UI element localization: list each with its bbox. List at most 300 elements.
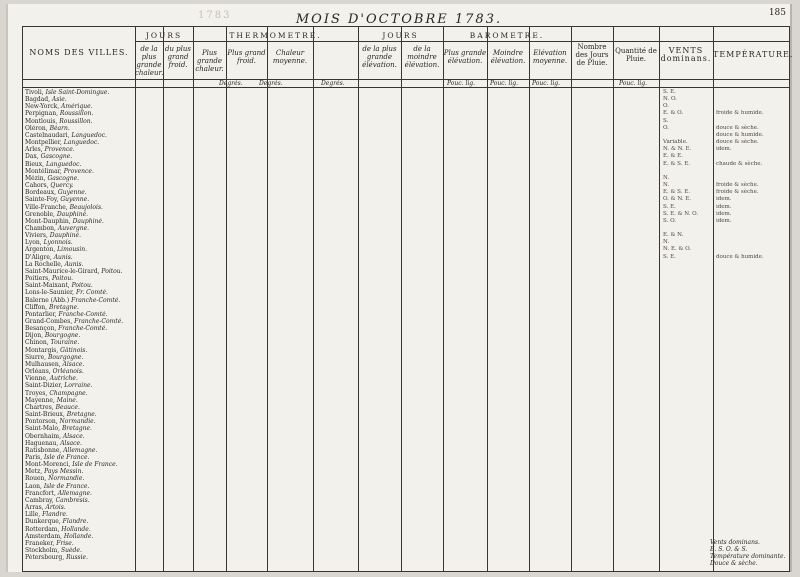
city-name: Besançon, [25, 325, 59, 333]
city-name: Dax, [25, 153, 41, 161]
page-number: 185 [768, 8, 786, 18]
city-region: Beauce. [55, 403, 80, 411]
temperature-cell [716, 175, 788, 182]
wind-cell: O. [663, 124, 669, 131]
unit-pouc-3: Pouc. lig. [532, 80, 561, 87]
city-region: Provence. [63, 167, 94, 175]
city-name: Argenton, [25, 246, 58, 254]
city-row [25, 404, 141, 411]
city-name: Siurre, [25, 353, 48, 361]
city-region: Suède. [61, 547, 82, 554]
city-name: Bagdad, [25, 96, 52, 104]
city-name: Pétersbourg, [25, 554, 67, 562]
city-name: Cahors, [25, 182, 51, 190]
thermo-mean-header: Chaleur moyenne. [272, 49, 308, 65]
city-name: Francfort, [25, 489, 58, 497]
city-row [25, 468, 141, 475]
wind-cell: E. & O. [663, 110, 684, 117]
city-region: Fr. Comté. [75, 289, 108, 297]
city-region: Bretagne. [61, 425, 92, 433]
city-region: Asie. [51, 96, 67, 104]
city-region: Franche-Comté. [74, 318, 124, 325]
temperature-cell [716, 103, 788, 110]
city-row [25, 218, 141, 225]
city-row [25, 382, 141, 389]
col-divider [163, 27, 164, 571]
city-region: Isle de France. [43, 482, 90, 490]
city-row [25, 347, 141, 354]
temperature-cell: froide & humide. [716, 110, 764, 117]
document-page [6, 4, 792, 572]
rain-days-header: Nombre des Jours de Pluie. [575, 43, 609, 67]
city-name: Chartres, [25, 403, 56, 411]
city-row [25, 146, 141, 153]
city-row [25, 275, 141, 282]
plus-grande-chaleur-header: de la plus grande chaleur. [135, 45, 164, 77]
city-name: Mulhausen, [25, 360, 63, 368]
city-row [25, 511, 141, 518]
city-name: Arras, [25, 504, 46, 512]
city-row [25, 118, 141, 125]
wind-cell: E. & N. [663, 232, 684, 239]
city-region: Poitou. [101, 267, 123, 275]
col-divider [193, 27, 194, 571]
city-row [25, 440, 141, 447]
wind-cell: Variable. [663, 139, 688, 146]
city-name: Chambon, [25, 224, 58, 232]
thermo-max-header: Plus grande chaleur. [195, 49, 224, 73]
unit-pouc-1: Pouc. lig. [447, 80, 476, 87]
col-divider [713, 27, 714, 571]
cities-header: NOMS DES VILLES. [29, 48, 129, 57]
city-row [25, 490, 141, 497]
city-row [25, 332, 141, 339]
city-row [25, 196, 141, 203]
city-row [25, 225, 141, 232]
temperature-cell [716, 225, 788, 232]
notes-line-3: Température dominante. [710, 553, 786, 560]
wind-cell: S. E. [663, 203, 676, 210]
unit-pouc-4: Pouc. lig. [619, 80, 648, 87]
page-title: MOIS D'OCTOBRE 1783. [295, 12, 503, 27]
city-row [25, 289, 141, 296]
wind-cell: N. O. [663, 96, 677, 103]
city-name: Ville-Franche, [25, 203, 70, 211]
city-region: Pays Messin. [44, 468, 84, 476]
city-region: Alsace. [62, 360, 85, 368]
city-region: Orléanois. [52, 368, 84, 376]
col-divider [401, 27, 402, 571]
city-region: Russie. [66, 554, 88, 562]
city-row [25, 139, 141, 146]
city-row [25, 132, 141, 139]
unit-pouc-2: Pouc. lig. [490, 80, 519, 87]
city-name: Cliffon, [25, 303, 49, 311]
city-row [25, 232, 141, 239]
city-row [25, 103, 141, 110]
city-row [25, 239, 141, 246]
city-region: Artois. [45, 504, 66, 512]
city-row [25, 390, 141, 397]
city-region: Lorraine. [64, 382, 93, 390]
city-name: Haguenau, [25, 439, 61, 447]
wind-cell [663, 225, 713, 232]
city-row [25, 268, 141, 275]
city-name: Cambray, [25, 496, 56, 504]
temperature-cell: idem. [716, 146, 732, 153]
temperature-cell [716, 168, 788, 175]
city-name: D'Aligre, [25, 253, 54, 261]
city-name: Saint-Dizier, [25, 382, 65, 390]
city-region: Limousin. [57, 246, 88, 254]
temperature-cell [716, 153, 788, 160]
city-row [25, 547, 141, 554]
summary-notes [710, 539, 785, 567]
city-name: La Rochelle, [25, 260, 65, 268]
city-region: Franche-Comté. [58, 325, 108, 333]
notes-line-1: Vents dominans. [710, 539, 760, 546]
wind-cell [663, 132, 713, 139]
city-region: Dauphiné. [56, 210, 89, 218]
city-name: Viviers, [25, 232, 50, 240]
city-region: Normandie. [48, 475, 85, 483]
city-region: Dauphiné. [49, 232, 81, 240]
unit-degres-2: Degrés. [259, 80, 283, 87]
city-name: Grand-Combes, [25, 318, 75, 325]
wind-cell: S. E. [663, 89, 676, 95]
city-row [25, 182, 141, 189]
city-region: Guyenne. [60, 196, 90, 204]
city-region: Franche-Comté. [58, 310, 108, 318]
city-row [25, 454, 141, 461]
city-region: Alsace. [62, 432, 85, 440]
city-row [25, 518, 141, 525]
city-region: Aunis. [64, 260, 84, 268]
city-region: Gascogne. [40, 153, 73, 161]
city-list [25, 89, 141, 561]
col-divider [613, 27, 614, 571]
city-row [25, 153, 141, 160]
city-region: Roussillon. [59, 110, 94, 118]
city-row [25, 211, 141, 218]
city-row [25, 96, 141, 103]
city-row [25, 110, 141, 117]
city-row [25, 497, 141, 504]
city-name: Arles, [25, 146, 45, 154]
plus-grand-froid-header: du plus grand froid. [164, 45, 192, 69]
col-divider [267, 27, 268, 571]
wind-cell: O. & N. E. [663, 196, 692, 203]
city-row [25, 447, 141, 454]
city-region: Poitou. [71, 282, 93, 290]
notes-line-2: E. S. O. & S. [710, 546, 748, 553]
temperature-cell: idem. [716, 196, 732, 203]
city-name: Balerne (Abb.) [25, 296, 72, 304]
city-row [25, 397, 141, 404]
winds-column [663, 89, 713, 261]
city-name: Lyon, [25, 239, 44, 247]
city-region: Flandre. [42, 511, 68, 519]
city-row [25, 368, 141, 375]
wind-cell [663, 168, 713, 175]
city-row [25, 375, 141, 382]
city-row [25, 504, 141, 511]
city-name: Pontorson, [25, 418, 60, 426]
col-divider [529, 27, 530, 571]
temperature-cell: froide & sèche. [716, 189, 759, 196]
city-row [25, 526, 141, 533]
city-region: Frise. [56, 539, 74, 547]
city-row [25, 125, 141, 132]
temperature-cell [716, 89, 788, 96]
city-name: Lille, [25, 511, 43, 519]
city-region: Alsace. [60, 439, 82, 447]
city-region: Aunis. [53, 253, 73, 261]
weather-table [22, 26, 794, 572]
col-divider [487, 27, 488, 571]
city-row [25, 311, 141, 318]
city-row [25, 318, 141, 325]
city-row [25, 361, 141, 368]
jours-moindre-elevation-header: de la moindre élévation. [404, 45, 440, 69]
temperature-cell: chaude & sèche. [716, 160, 763, 167]
wind-cell: E. & S. E. [663, 189, 690, 196]
city-name: Laon, [25, 482, 44, 490]
temperature-cell: douce & humide. [716, 253, 764, 260]
city-region: Dauphiné. [72, 217, 104, 225]
city-name: Montpellier, [25, 139, 64, 147]
wind-cell: N. [663, 174, 670, 181]
city-row [25, 554, 141, 561]
city-name: Tivoli, [25, 89, 46, 96]
wind-cell: N. [663, 182, 670, 189]
city-region: Gascogne. [47, 174, 80, 182]
city-row [25, 261, 141, 268]
temperature-cell: douce & humide. [716, 131, 764, 138]
temperature-cell: idem. [716, 203, 732, 210]
city-row [25, 461, 141, 468]
city-row [25, 175, 141, 182]
city-region: Provence. [44, 146, 75, 154]
city-name: Montargis, [25, 346, 61, 354]
thermo-min-header: Plus grand froid. [227, 49, 266, 65]
city-name: Bordeaux, [25, 189, 58, 197]
temperature-header: TEMPÉRATURE. [713, 50, 794, 59]
city-region: Quercy. [50, 182, 74, 190]
wind-cell: S. [663, 117, 669, 124]
city-region: Bretagne. [48, 303, 79, 311]
city-region: Cambresis. [55, 496, 90, 504]
city-row [25, 161, 141, 168]
city-row [25, 411, 141, 418]
winds-header: VENTS dominans. [660, 46, 712, 63]
wind-cell: S. E. [663, 253, 676, 260]
city-row [25, 168, 141, 175]
city-region: Bourgogne. [48, 353, 84, 361]
baro-max-header: Plus grande élévation. [443, 49, 487, 65]
city-row [25, 325, 141, 332]
city-name: Obernhaim, [25, 432, 63, 440]
temperature-cell [716, 118, 788, 125]
city-region: Allemagne. [57, 489, 92, 497]
rain-quantity-header: Quantité de Pluie. [615, 47, 657, 63]
wind-cell: S. E. & N. O. [663, 210, 699, 217]
units-divider [23, 87, 789, 88]
city-row [25, 433, 141, 440]
city-name: Lons-le-Saunier, [25, 289, 76, 297]
city-region: Hollande. [63, 532, 94, 540]
thermometre-header: THERMOMETRE. [229, 31, 322, 40]
city-row [25, 204, 141, 211]
city-name: Stockholm, [25, 547, 62, 554]
temperature-column [716, 89, 788, 261]
city-name: Mayenne, [25, 396, 57, 404]
city-row [25, 483, 141, 490]
city-region: Allemagne. [63, 446, 98, 454]
city-row [25, 475, 141, 482]
city-row [25, 254, 141, 261]
city-region: Isle de France. [44, 453, 90, 461]
city-name: Saint-Maurice-le-Girard, [25, 267, 102, 275]
city-row [25, 540, 141, 547]
temperature-cell [716, 246, 788, 253]
city-name: Dijon, [25, 332, 45, 340]
city-name: Paris, [25, 453, 45, 461]
col-divider [443, 27, 444, 571]
city-name: Rouen, [25, 475, 49, 483]
city-name: Dunkerque, [25, 518, 63, 526]
city-row [25, 89, 141, 96]
city-region: Isle de France. [72, 461, 118, 469]
temperature-cell [716, 239, 788, 246]
city-name: Saint-Malo, [25, 425, 62, 433]
city-region: Poitou. [51, 275, 74, 283]
city-region: Amérique. [61, 103, 93, 111]
city-name: Poitiers, [25, 275, 52, 283]
city-name: Bieux, [25, 160, 46, 168]
city-region: Autriche. [49, 375, 78, 383]
city-name: Metz, [25, 468, 45, 476]
city-region: Maine. [56, 396, 78, 404]
city-region: Lyonnois. [43, 239, 73, 247]
temperature-cell: douce & sèche. [716, 124, 759, 131]
city-name: Franeker, [25, 539, 57, 547]
city-region: Bourgogne. [44, 332, 81, 340]
city-name: Orléans, [25, 368, 53, 376]
city-row [25, 246, 141, 253]
city-region: Beaujolois. [69, 203, 103, 211]
city-row [25, 533, 141, 540]
jours-header-b: JOURS [382, 31, 419, 40]
city-region: Champagne. [49, 389, 88, 397]
city-row [25, 282, 141, 289]
city-region: Franche-Comté. [71, 296, 121, 304]
temperature-cell: froide & sèche. [716, 182, 759, 189]
city-name: Rotterdam, [25, 525, 62, 533]
city-row [25, 418, 141, 425]
wind-cell: S. O. [663, 217, 677, 224]
temperature-cell: douce & sèche. [716, 139, 759, 146]
city-name: Montélimar, [25, 167, 64, 175]
city-name: Perpignan, [25, 110, 60, 118]
city-region: Languedoc. [63, 139, 100, 147]
city-name: Amsterdam, [25, 532, 64, 540]
city-region: Flandre. [62, 518, 89, 526]
city-name: Chinon, [25, 339, 51, 347]
unit-degres-3: Degrés. [321, 80, 345, 87]
notes-line-4: Douce & sèche. [710, 560, 758, 567]
city-name: Mont-Morenci, [25, 461, 73, 469]
jours-header-a: JOURS [145, 31, 183, 40]
baro-min-header: Moindre élévation. [490, 49, 526, 65]
baro-mean-header: Elévation moyenne. [532, 49, 568, 65]
city-region: Languedoc. [45, 160, 82, 168]
bleed-through-text: 1783 [198, 10, 232, 21]
city-region: Roussillon. [59, 117, 93, 125]
city-name: Saint-Maixant, [25, 282, 72, 290]
city-row [25, 297, 141, 304]
city-name: Saint-Brieux, [25, 411, 67, 419]
city-region: Béarn. [49, 124, 70, 132]
temperature-cell [716, 232, 788, 239]
city-name: Ratisbonne, [25, 446, 64, 454]
city-name: Vienne, [25, 375, 50, 383]
city-name: Oléron, [25, 124, 50, 132]
col-divider [571, 27, 572, 571]
city-name: Mont-Dauphin, [25, 217, 73, 225]
city-name: Grenoble, [25, 210, 57, 218]
city-name: Montlouis, [25, 117, 60, 125]
temperature-cell: idem. [716, 217, 732, 224]
city-region: Languedoc. [71, 131, 107, 139]
city-name: Pontarlier, [25, 310, 59, 318]
city-row [25, 354, 141, 361]
wind-cell: E. & S. E. [663, 160, 690, 167]
city-region: Hollande. [61, 525, 91, 533]
barometre-header: BAROMETRE. [469, 31, 545, 40]
col-divider [659, 27, 660, 571]
city-row [25, 189, 141, 196]
wind-cell: O. [663, 103, 669, 110]
city-region: Touraine. [50, 339, 80, 347]
city-row [25, 425, 141, 432]
city-name: Mézin, [25, 174, 48, 182]
city-name: Castelnaudari, [25, 131, 72, 139]
city-region: Isle Saint-Domingue. [45, 89, 110, 96]
city-region: Normandie. [59, 418, 96, 426]
col-divider [358, 27, 359, 571]
city-region: Auvergne. [57, 224, 90, 232]
wind-cell: E. & E. [663, 153, 683, 160]
city-region: Bretagne. [66, 411, 97, 419]
city-row [25, 339, 141, 346]
unit-degres-1: Degrés. [219, 80, 243, 87]
city-region: Guyenne. [57, 189, 87, 197]
city-name: New-Yorck, [25, 103, 62, 111]
wind-cell: N. & N. E. [663, 146, 692, 153]
jours-plus-grande-elevation-header: de la plus grande élévation. [362, 45, 397, 69]
col-divider [313, 27, 314, 571]
col-divider [226, 27, 227, 571]
city-row [25, 304, 141, 311]
wind-cell: N. [663, 239, 670, 246]
city-name: Troyes, [25, 389, 50, 397]
header-bottom-divider [23, 79, 789, 80]
header-group-divider [135, 41, 789, 42]
wind-cell: N. E. & O. [663, 246, 692, 253]
temperature-cell: idem. [716, 210, 732, 217]
city-name: Sainte-Foy, [25, 196, 61, 204]
